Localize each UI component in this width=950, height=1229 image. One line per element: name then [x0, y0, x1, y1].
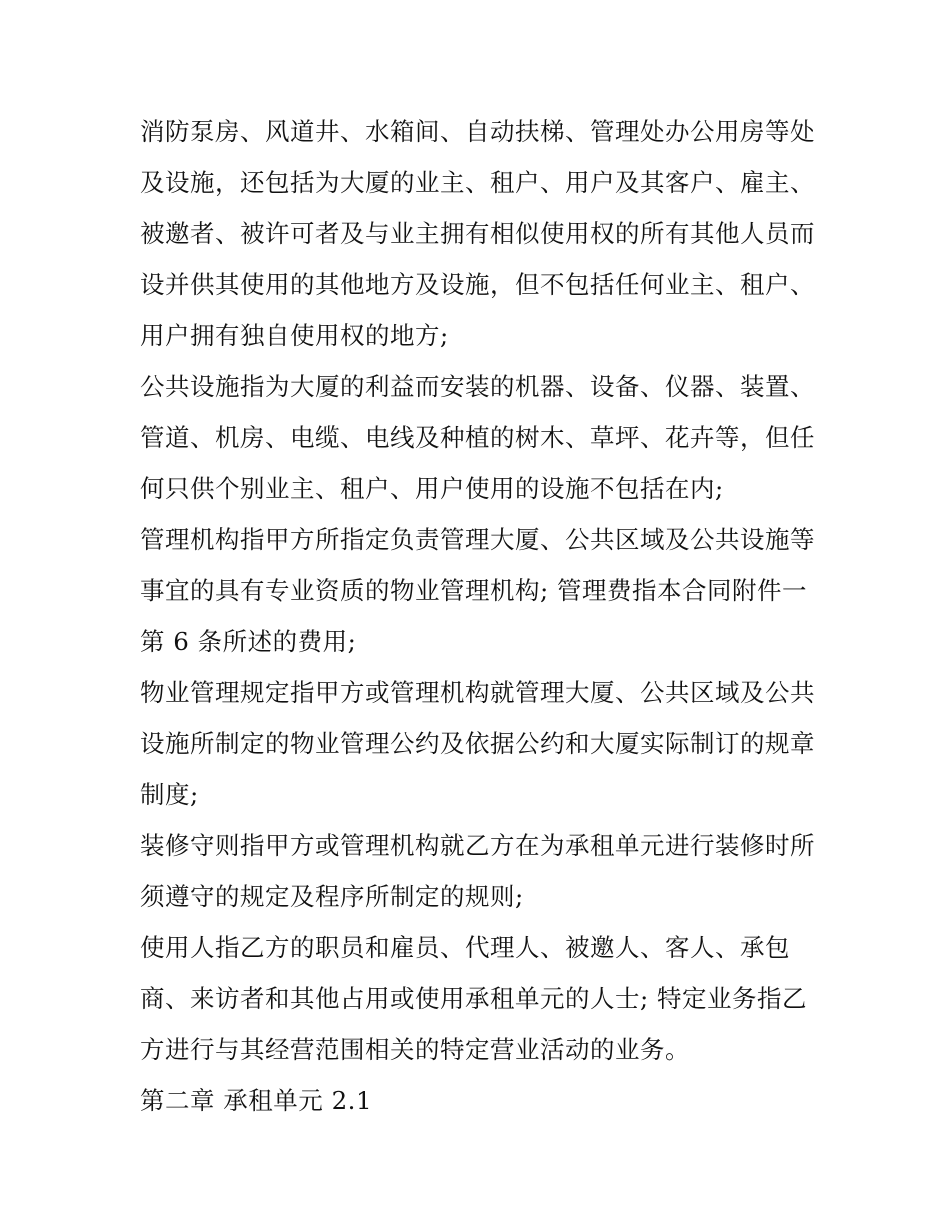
paragraph-renovation-rules: 装修守则指甲方或管理机构就乙方在为承租单元进行装修时所须遵守的规定及程序所制定的规则; [140, 831, 815, 911]
paragraph-users-definition: 使用人指乙方的职员和雇员、代理人、被邀人、客人、承包商、来访者和其他占用或使用承租单元的人士; 特定业务指乙方进行与其经营范围相关的特定营业活动的业务。 [140, 933, 808, 1064]
paragraph-management-agency: 管理机构指甲方所指定负责管理大厦、公共区域及公共设施等事宜的具有专业资质的物业管理机构; 管理费指本合同附件一第 6 条所述的费用; [140, 525, 815, 656]
paragraph-property-rules: 物业管理规定指甲方或管理机构就管理大厦、公共区域及公共设施所制定的物业管理公约及依据公约和大厦实际制订的规章制度; [140, 678, 815, 809]
chapter-heading: 第二章 承租单元 2.1 [140, 1086, 373, 1115]
paragraph-common-areas: 消防泵房、风道井、水箱间、自动扶梯、管理处办公用房等处及设施，还包括为大厦的业主、租户、用户及其客户、雇主、被邀者、被许可者及与业主拥有相似使用权的所有其他人员而设并供其使用的其他地方及设施，但不包括任何业主、租户、用户拥有独自使用权的地方; [140, 117, 815, 350]
document-body [140, 106, 820, 1126]
paragraph-public-facilities: 公共设施指为大厦的利益而安装的机器、设备、仪器、装置、管道、机房、电缆、电线及种植的树木、草坪、花卉等，但任何只供个别业主、租户、用户使用的设施不包括在内; [140, 372, 815, 503]
